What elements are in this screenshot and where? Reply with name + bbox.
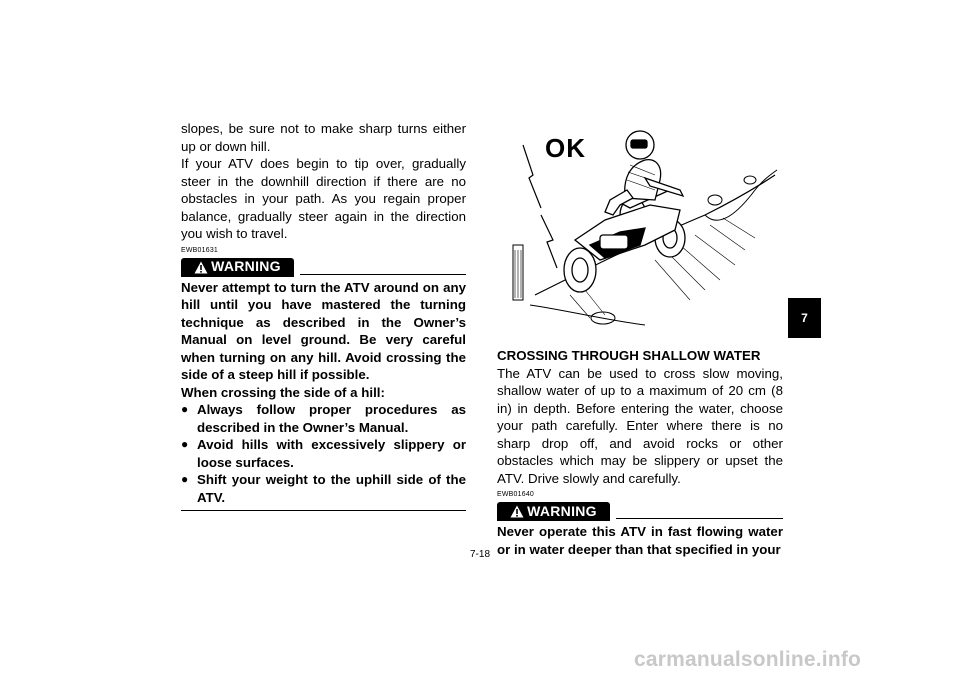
bullet-icon: ● — [181, 472, 189, 486]
page-number: 7-18 — [469, 549, 490, 560]
warning-end-rule — [181, 510, 466, 511]
list-item — [181, 471, 466, 506]
list-item-text: Always follow proper procedures as described in the Owner’s Manual. — [197, 402, 466, 435]
ok-label: OK — [545, 133, 586, 163]
warning-header — [497, 501, 783, 521]
warning-badge — [181, 258, 294, 277]
body-paragraph: slopes, be sure not to make sharp turns either up or down hill. — [181, 121, 466, 154]
crossing-heading: When crossing the side of a hill: — [181, 384, 385, 400]
body-paragraph: The ATV can be used to cross slow moving, shallow water of up to a maximum of 20 cm (8 in) in depth. Before entering the water, choose your path carefully. Enter where there is no sharp drop off, and avoid rocks or other obstacles which may be slippery or upset the ATV. Drive slowly and carefully. — [497, 365, 783, 486]
watermark: carmanualsonline.info — [634, 648, 862, 671]
list-item-text: Shift your weight to the uphill side of the ATV. — [197, 472, 466, 505]
warning-badge — [497, 502, 610, 521]
bullet-icon: ● — [181, 402, 189, 416]
list-item-text: Avoid hills with excessively slippery or loose surfaces. — [197, 437, 466, 470]
warning-code: EWB01631 — [181, 246, 219, 254]
warning-label: WARNING — [527, 502, 597, 519]
warning-text: Never attempt to turn the ATV around on any hill until you have mastered the turning technique as described in the Owner’s Manual on level ground. Be very careful when turning on any hill. Avoid crossing the side of a steep hill if possible. — [181, 279, 466, 382]
section-heading: CROSSING THROUGH SHALLOW WATER — [497, 348, 761, 363]
list-item — [181, 401, 466, 436]
warning-label: WARNING — [211, 258, 281, 275]
right-column — [497, 347, 783, 558]
chapter-tab: 7 — [788, 298, 821, 338]
warning-triangle-icon — [194, 261, 208, 274]
left-column — [181, 120, 466, 511]
warning-triangle-icon — [510, 505, 524, 518]
warning-text: Never operate this ATV in fast flowing water or in water deeper than that specified in your — [497, 524, 783, 557]
warning-rule — [300, 274, 466, 275]
warning-header — [181, 257, 466, 277]
bullet-icon: ● — [181, 437, 189, 451]
warning-code: EWB01640 — [497, 491, 535, 498]
list-item — [181, 436, 466, 471]
warning-rule — [616, 518, 783, 519]
body-paragraph: If your ATV does begin to tip over, gradually steer in the downhill direction if there are no obstacles in your path. As you regain proper balance, gradually steer again in the direction you wish to travel. — [181, 156, 466, 241]
